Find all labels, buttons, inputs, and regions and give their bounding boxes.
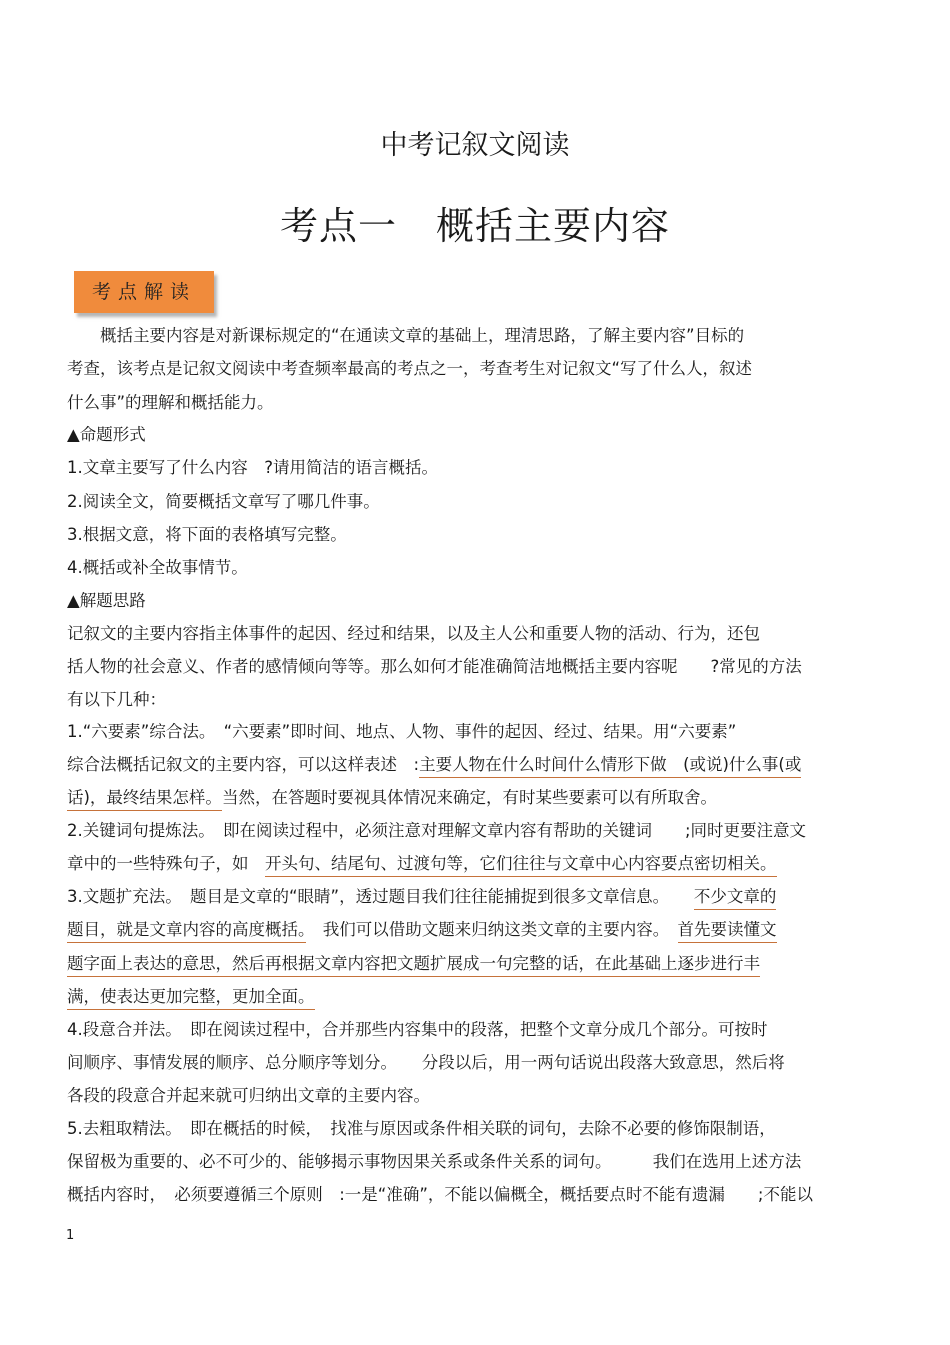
line-text: 考查，该考点是记叙文阅读中考查频率最高的考点之一，考查考生对记叙文“写了什么人，叙述 — [67, 359, 753, 378]
text-line — [67, 1149, 801, 1175]
document-title: 中考记叙文阅读 — [380, 130, 570, 161]
line-text: 1.“六要素”综合法。 “六要素”即时间、地点、人物、事件的起因、经过、结果。用“六要素” — [67, 722, 737, 741]
underlined-phrase: 满，使表达更加完整，更加全面。 — [67, 987, 315, 1006]
line-text: 2.阅读全文，简要概括文章写了哪几件事。 — [67, 492, 380, 511]
text-line — [67, 390, 274, 416]
text-line — [67, 1116, 776, 1142]
text-line — [67, 356, 752, 382]
line-text: 间顺序、事情发展的顺序、总分顺序等划分。 分段以后，用一两句话说出段落大致意思，然后将 — [67, 1053, 785, 1072]
line-text: 2.关键词句提炼法。 即在阅读过程中，必须注意对理解文章内容有帮助的关键词 ;同时更要注意文 — [67, 821, 807, 840]
text-line — [67, 555, 248, 581]
section-badge-label: 考点解读 — [91, 281, 196, 303]
section-badge — [74, 271, 214, 313]
page-number: 1 — [66, 1228, 75, 1243]
line-text: 概括内容时， 必须要遵循三个原则 :一是“准确”，不能以偏概全，概括要点时不能有遗漏 ;不能以 — [67, 1185, 813, 1204]
underlined-phrase: 不少文章的 — [693, 887, 777, 906]
text-line — [67, 851, 777, 877]
text-line — [67, 1050, 785, 1076]
text-line — [67, 621, 760, 647]
text-line — [67, 1017, 768, 1043]
line-text: 概括主要内容是对新课标规定的“在通读文章的基础上，理清思路，了解主要内容”目标的 — [67, 326, 745, 345]
text-line — [67, 917, 777, 943]
underlined-phrase: 话)，最终结果怎样。 — [67, 788, 222, 807]
line-text: 什么事”的理解和概括能力。 — [67, 393, 274, 412]
line-text: 当然，在答题时要视具体情况来确定，有时某些要素可以有所取舍。 — [221, 788, 717, 807]
line-text: ▲命题形式 — [67, 425, 146, 444]
section-title: 考点一 概括主要内容 — [279, 204, 670, 248]
text-line — [67, 654, 802, 680]
line-text: 4.概括或补全故事情节。 — [67, 558, 248, 577]
line-text: 保留极为重要的、必不可少的、能够揭示事物因果关系或条件关系的词句。 我们在选用上述方法 — [67, 1152, 802, 1171]
line-text: ▲解题思路 — [67, 591, 146, 610]
line-text: 章中的一些特殊句子，如 — [67, 854, 265, 873]
text-line — [67, 984, 315, 1010]
text-line — [67, 951, 760, 977]
text-line — [67, 818, 806, 844]
text-line — [67, 752, 801, 778]
text-line — [67, 489, 380, 515]
line-text: 记叙文的主要内容指主体事件的起因、经过和结果，以及主人公和重要人物的活动、行为，还包 — [67, 624, 760, 643]
text-line — [67, 884, 776, 910]
text-line — [67, 588, 146, 614]
text-line — [67, 522, 347, 548]
underlined-phrase: 首先要读懂文 — [677, 920, 777, 939]
text-line — [67, 455, 438, 481]
line-text: 有以下几种： — [67, 690, 166, 709]
line-text: 4.段意合并法。 即在阅读过程中，合并那些内容集中的段落，把整个文章分成几个部分。可按时 — [67, 1020, 768, 1039]
text-line — [67, 687, 166, 713]
line-text: 1.文章主要写了什么内容 ?请用简洁的语言概括。 — [67, 458, 439, 477]
line-text: 3.文题扩充法。 题目是文章的“眼睛”，透过题目我们往往能捕捉到很多文章信息。 — [67, 887, 694, 906]
line-text: 括人物的社会意义、作者的感情倾向等等。那么如何才能准确简洁地概括主要内容呢 ?常见的方法 — [67, 657, 802, 676]
underlined-phrase: 主要人物在什么时间什么情形下做 (或说)什么事(或 — [419, 755, 802, 774]
text-line — [67, 1182, 813, 1208]
underlined-phrase: 题字面上表达的意思，然后再根据文章内容把文题扩展成一句完整的话，在此基础上逐步进行丰 — [67, 954, 760, 973]
text-line — [67, 422, 146, 448]
underlined-phrase: 题目，就是文章内容的高度概括。 — [67, 920, 307, 939]
text-line — [67, 785, 717, 811]
text-line — [67, 323, 744, 349]
line-text: 我们可以借助文题来归纳这类文章的主要内容。 — [306, 920, 678, 939]
text-line — [67, 1083, 430, 1109]
line-text: 各段的段意合并起来就可归纳出文章的主要内容。 — [67, 1086, 430, 1105]
underlined-phrase: 开头句、结尾句、过渡句等，它们往往与文章中心内容要点密切相关。 — [265, 854, 777, 873]
line-text: 3.根据文意，将下面的表格填写完整。 — [67, 525, 347, 544]
text-line — [67, 719, 736, 745]
line-text: 综合法概括记叙文的主要内容，可以这样表述 : — [67, 755, 420, 774]
line-text: 5.去粗取精法。 即在概括的时候， 找准与原因或条件相关联的词句，去除不必要的修饰限制语， — [67, 1119, 776, 1138]
